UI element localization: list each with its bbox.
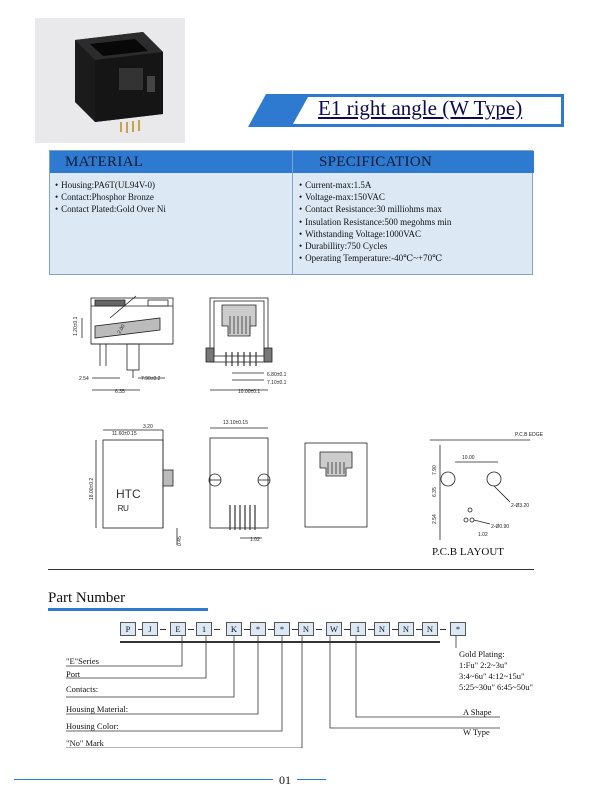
dim-label: 7.10±0.1 <box>267 380 287 386</box>
spec-item: • Current-max:1.5A <box>299 179 451 191</box>
part-number-title: Part Number <box>48 590 126 606</box>
dim-label: 6.80±0.1 <box>267 372 287 378</box>
product-photo <box>35 18 185 143</box>
housing-mark: HTC <box>116 487 141 501</box>
front-view-drawing <box>206 298 272 390</box>
technical-drawings <box>0 280 600 570</box>
port-label: Port <box>66 669 81 679</box>
part-code-box: * <box>450 622 466 636</box>
gold-plating-line: 3:4~6u" 4:12~15u" <box>459 671 525 681</box>
part-code-box: * <box>250 622 266 636</box>
ul-logo: ᴿᵁ <box>118 503 129 517</box>
column-divider <box>292 151 293 274</box>
material-heading: MATERIAL <box>50 151 292 173</box>
dim-label: 2.54 <box>432 514 438 524</box>
part-code-box: J <box>142 622 158 636</box>
dim-label: 2-Ø3.20 <box>511 503 530 509</box>
rear-view-drawing <box>305 443 367 527</box>
part-code-box: N <box>422 622 438 636</box>
spec-item: • Contact Resistance:30 milliohms max <box>299 203 451 215</box>
dim-label: 10.00 <box>462 455 475 461</box>
contacts-label: Contacts: <box>66 684 99 694</box>
material-item: • Housing:PA6T(UL94V-0) <box>55 179 166 191</box>
dim-label: 2.54 <box>79 376 89 382</box>
series-label: "E"Series <box>66 656 99 666</box>
dim-label: 1.02 <box>478 532 488 538</box>
bottom-view-drawing <box>209 428 270 538</box>
section-divider <box>48 569 534 570</box>
w-type-label: W Type <box>463 727 490 737</box>
code-separator <box>316 629 322 630</box>
part-code-box: N <box>374 622 390 636</box>
material-item: • Contact:Phosphor Bronze <box>55 191 166 203</box>
dim-label: 1.02 <box>250 537 260 543</box>
gold-plating-title: Gold Plating: <box>459 649 505 659</box>
dim-label: 11.60±0.15 <box>112 431 137 437</box>
part-code-box: E <box>170 622 186 636</box>
code-separator <box>214 629 220 630</box>
gold-plating-options <box>459 649 533 693</box>
gold-plating-line: 5:25~30u" 6:45~50u" <box>459 682 533 692</box>
specification-heading: SPECIFICATION <box>293 151 534 173</box>
part-code-box: W <box>326 622 342 636</box>
dim-label: 2-Ø0.90 <box>491 524 510 530</box>
housing-color-label: Housing Color: <box>66 721 119 731</box>
dim-label: 6.35 <box>432 487 438 497</box>
material-list <box>55 179 166 216</box>
dim-label: P.C.B EDGE <box>515 432 543 438</box>
spec-table <box>49 150 533 275</box>
code-separator <box>188 629 194 630</box>
part-code-box: N <box>298 622 314 636</box>
dim-label: 7.90 <box>432 465 438 475</box>
spec-item: • Withstanding Voltage:1000VAC <box>299 228 451 240</box>
part-code-box: K <box>226 622 242 636</box>
material-item: • Contact Plated:Gold Over Ni <box>55 203 166 215</box>
code-separator <box>160 629 166 630</box>
gold-plating-line: 1:Fu" 2:2~3u" <box>459 660 508 670</box>
dim-label: 1.20±0.1 <box>73 316 79 336</box>
code-separator <box>440 629 446 630</box>
spec-item: • Operating Temperature:-40℃~+70℃ <box>299 252 451 264</box>
title-underline <box>48 608 208 611</box>
dim-label: 18.00±0.2 <box>89 477 95 500</box>
specification-list <box>299 179 451 264</box>
part-code-box: 1 <box>350 622 366 636</box>
dim-label: 7.90±0.2 <box>141 376 161 382</box>
dim-label: 2.00 <box>116 323 127 335</box>
part-code-box: N <box>398 622 414 636</box>
housing-material-label: Housing Material: <box>66 704 129 714</box>
dim-label: 13.10±0.15 <box>223 420 248 426</box>
a-shape-label: A Shape <box>463 707 492 717</box>
spec-item: • Voltage-max:150VAC <box>299 191 451 203</box>
spec-item: • Durabillity:750 Cycles <box>299 240 451 252</box>
dim-label: 3.20 <box>143 424 153 430</box>
part-code-box: 1 <box>196 622 212 636</box>
pcb-layout-label: P.C.B LAYOUT <box>432 546 505 558</box>
part-code-box: * <box>274 622 290 636</box>
page-title: E1 right angle (W Type) <box>318 96 523 120</box>
spec-item: • Insulation Resistance:500 megohms min <box>299 216 451 228</box>
dim-label: 0.45 <box>177 536 183 546</box>
part-code-box: P <box>120 622 136 636</box>
dim-label: 6.35 <box>115 389 125 395</box>
pcb-layout-drawing <box>430 440 530 540</box>
page-number: 01 <box>273 773 297 787</box>
dim-label: 10.00±0.1 <box>238 389 261 395</box>
no-mark-label: "No" Mark <box>66 738 104 748</box>
